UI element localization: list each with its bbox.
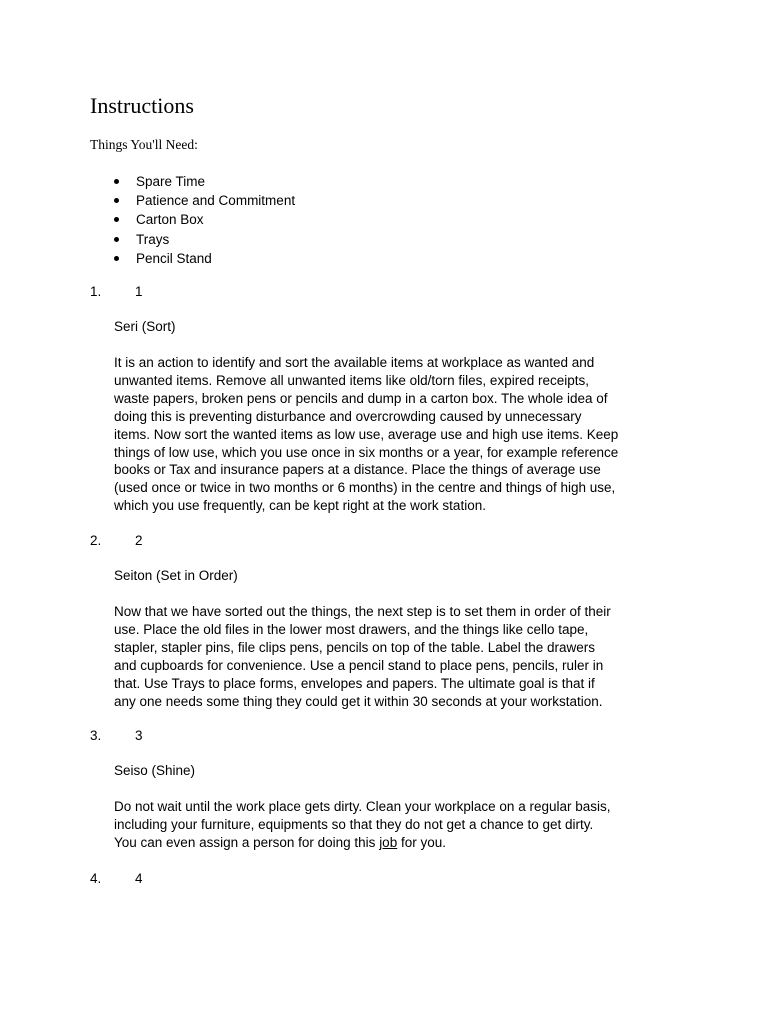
list-item-text: Patience and Commitment: [136, 193, 296, 209]
list-item: [110, 230, 295, 249]
bullet-icon: [114, 179, 119, 184]
list-item-text: Pencil Stand: [136, 250, 212, 266]
step-number: 4: [135, 871, 143, 886]
step-2-body: Now that we have sorted out the things, the next step is to set them in order of their use. Place the old files in the lower most drawers, and the things like cello tape, stapler, stapler pins, file clips pens, pencils on top of the table. Label the drawers and cupboards for convenience. Use a pencil stand to place pens, pencils, ruler in that. Use Trays to place forms, envelopes and papers. The ultimate goal is that if any one needs some thing they could get it within 30 seconds at your workstation.: [114, 604, 611, 709]
list-item: [110, 191, 295, 210]
step-number: 1: [135, 284, 143, 299]
step-4-heading: [90, 870, 143, 888]
list-item: [110, 172, 295, 191]
job-link[interactable]: job: [379, 834, 398, 850]
list-item: [110, 249, 295, 268]
step-3-body-tail: for you.: [397, 834, 446, 850]
step-2-heading: [90, 532, 143, 550]
step-3-body-text: Do not wait until the work place gets dirty. Clean your workplace on a regular basis, including your furniture, equipments so that they do not get a chance to get dirty. You can even assign a person for doing this: [114, 799, 611, 850]
step-3-name: Seiso (Shine): [114, 763, 196, 778]
step-1-heading: [90, 283, 143, 301]
step-3-heading: [90, 727, 143, 745]
things-needed-label: Things You'll Need:: [90, 137, 198, 152]
list-item-text: Spare Time: [136, 174, 206, 189]
step-number: 2: [135, 533, 143, 548]
step-3-body: [114, 798, 684, 852]
step-marker: 2.: [90, 533, 102, 548]
list-item: [110, 210, 295, 229]
list-item-text: Carton Box: [136, 212, 204, 228]
bullet-icon: [114, 198, 119, 203]
things-needed-list: [110, 172, 295, 268]
bullet-icon: [114, 256, 119, 261]
list-item-text: Trays: [136, 231, 170, 247]
step-marker: 4.: [90, 871, 102, 886]
bullet-icon: [114, 237, 119, 242]
step-1-body: It is an action to identify and sort the available items at workplace as wanted and unwanted items. Remove all unwanted items like old/torn files, expired receipts, waste papers, broken pens or pencils and dump in a carton box. The whole idea of doing this is preventing disturbance and overcrowding caused by unnecessary items. Now sort the wanted items as low use, average use and high use items. Keep things of low use, which you use once in six months or a year, for example reference books or Tax and insurance papers at a distance. Place the things of average use (used once or twice in two months or 6 months) in the centre and things of high use, which you use frequently, can be kept right at the work station.: [114, 355, 619, 514]
step-marker: 1.: [90, 284, 102, 299]
bullet-icon: [114, 217, 119, 222]
step-2-name: Seiton (Set in Order): [114, 568, 238, 583]
page-title: Instructions: [90, 93, 194, 118]
step-number: 3: [135, 728, 143, 743]
step-1-name: Seri (Sort): [114, 319, 176, 334]
step-marker: 3.: [90, 728, 102, 743]
